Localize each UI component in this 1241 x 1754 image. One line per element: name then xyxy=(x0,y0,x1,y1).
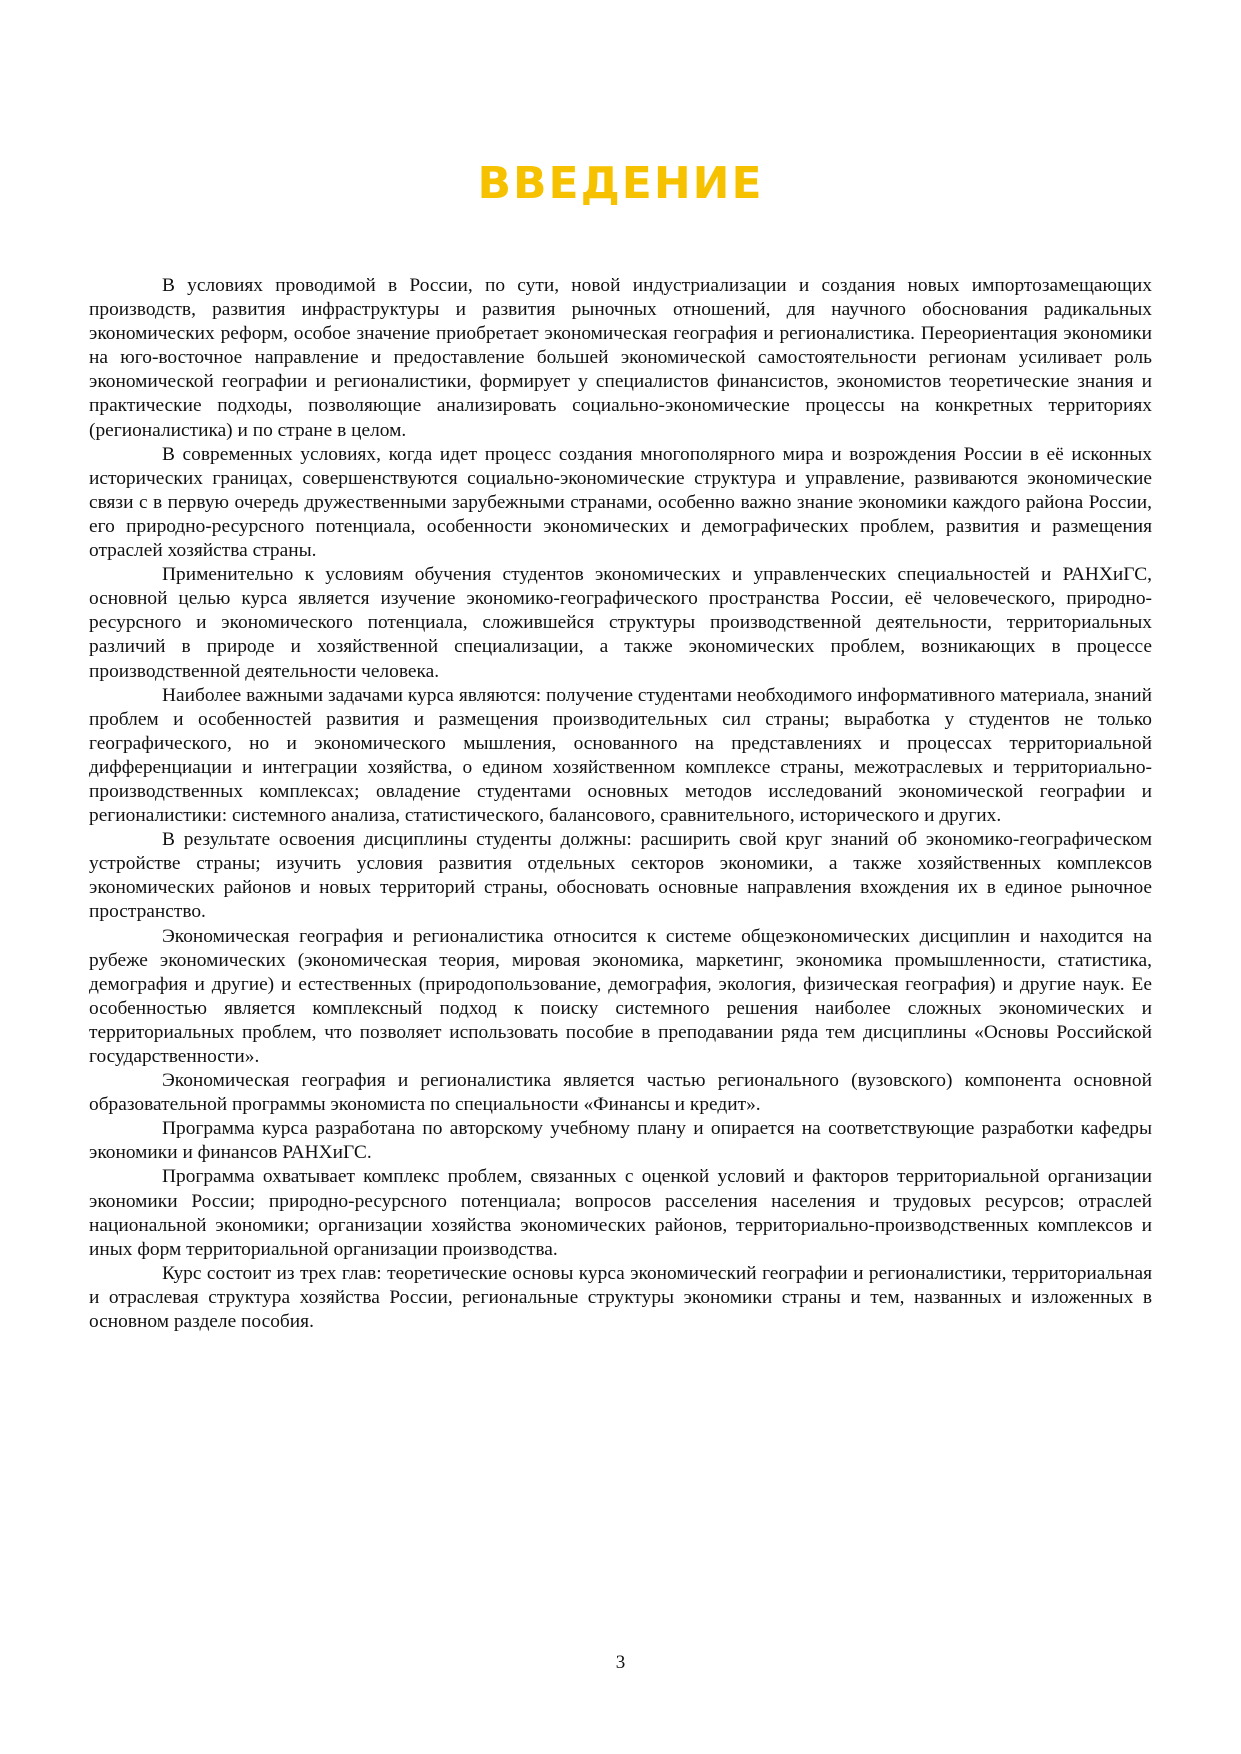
page-title: ВВЕДЕНИЕ xyxy=(477,158,764,209)
paragraph: В современных условиях, когда идет процесс создания многополярного мира и возрождения России в её исконных исторических границах, совершенствуются социально-экономические структура и управление, развиваются экономические связи с в первую очередь дружественными зарубежными странами, особенно важно знание экономики каждого района России, его природно-ресурсного потенциала, особенности экономических и демографических проблем, развития и размещения отраслей хозяйства страны. xyxy=(89,443,1152,562)
paragraph: В результате освоения дисциплины студенты должны: расширить свой круг знаний об экономико-географическом устройстве страны; изучить условия развития отдельных секторов экономики, а также хозяйственных комплексов экономических районов и новых территорий страны, обосновать основные направления вхождения их в единое рыночное пространство. xyxy=(89,829,1152,923)
paragraph: В условиях проводимой в России, по сути, новой индустриализации и создания новых импортозамещающих производств, развития инфраструктуры и развития рыночных отношений, для научного обоснования радикальных экономических реформ, особое значение приобретает экономическая география и регионалистика. Переориентация экономики на юго-восточное направление и предоставление большей экономической самостоятельности регионам усиливает роль экономической географии и регионалистики, формирует у специалистов финансистов, экономистов теоретические знания и практические подходы, позволяющие анализировать социально-экономические процессы на конкретных территориях (регионалистика) и по стране в целом. xyxy=(89,275,1152,441)
body-text xyxy=(89,274,1152,1334)
paragraph: Программа курса разработана по авторскому учебному плану и опирается на соответствующие разработки кафедры экономики и финансов РАНХиГС. xyxy=(89,1118,1152,1164)
paragraph: Экономическая география и регионалистика является частью регионального (вузовского) компонента основной образовательной программы экономиста по специальности «Финансы и кредит». xyxy=(89,1070,1152,1116)
page-number: 3 xyxy=(615,1652,626,1673)
paragraph: Программа охватывает комплекс проблем, связанных с оценкой условий и факторов территориальной организации экономики России; природно-ресурсного потенциала; вопросов расселения населения и трудовых ресурсов; отраслей национальной экономики; организации хозяйства экономических районов, территориально-производственных комплексов и иных форм территориальной организации производства. xyxy=(89,1166,1152,1260)
paragraph: Экономическая география и регионалистика относится к системе общеэкономических дисциплин и находится на рубеже экономических (экономическая теория, мировая экономика, маркетинг, экономика промышленности, статистика, демография и другие) и естественных (природопользование, демография, экология, физическая география) и другие наук. Ее особенностью является комплексный подход к поиску системного решения наиболее сложных экономических и территориальных проблем, что позволяет использовать пособие в преподавании ряда тем дисциплины «Основы Российской государственности». xyxy=(89,925,1152,1067)
paragraph: Применительно к условиям обучения студентов экономических и управленческих специальностей и РАНХиГС, основной целью курса является изучение экономико-географического пространства России, её человеческого, природно-ресурсного и экономического потенциала, сложившейся структуры производственной деятельности, территориальных различий в природе и хозяйственной специализации, а также экономических проблем, возникающих в процессе производственной деятельности человека. xyxy=(89,564,1152,682)
paragraph: Наиболее важными задачами курса являются: получение студентами необходимого информативного материала, знаний проблем и особенностей развития и размещения производительных сил страны; выработка у студентов не только географического, но и экономического мышления, основанного на представлениях и процессах территориальной дифференциации и интеграции хозяйства, о едином хозяйственном комплексе страны, межотраслевых и территориально-производственных комплексах; овладение студентами основных методов исследований экономической географии и регионалистики: системного анализа, статистического, балансового, сравнительного, исторического и других. xyxy=(89,684,1152,827)
paragraph: Курс состоит из трех глав: теоретические основы курса экономический географии и регионалистики, территориальная и отраслевая структура хозяйства России, региональные структуры экономики страны и тем, названных и изложенных в основном разделе пособия. xyxy=(89,1262,1152,1333)
